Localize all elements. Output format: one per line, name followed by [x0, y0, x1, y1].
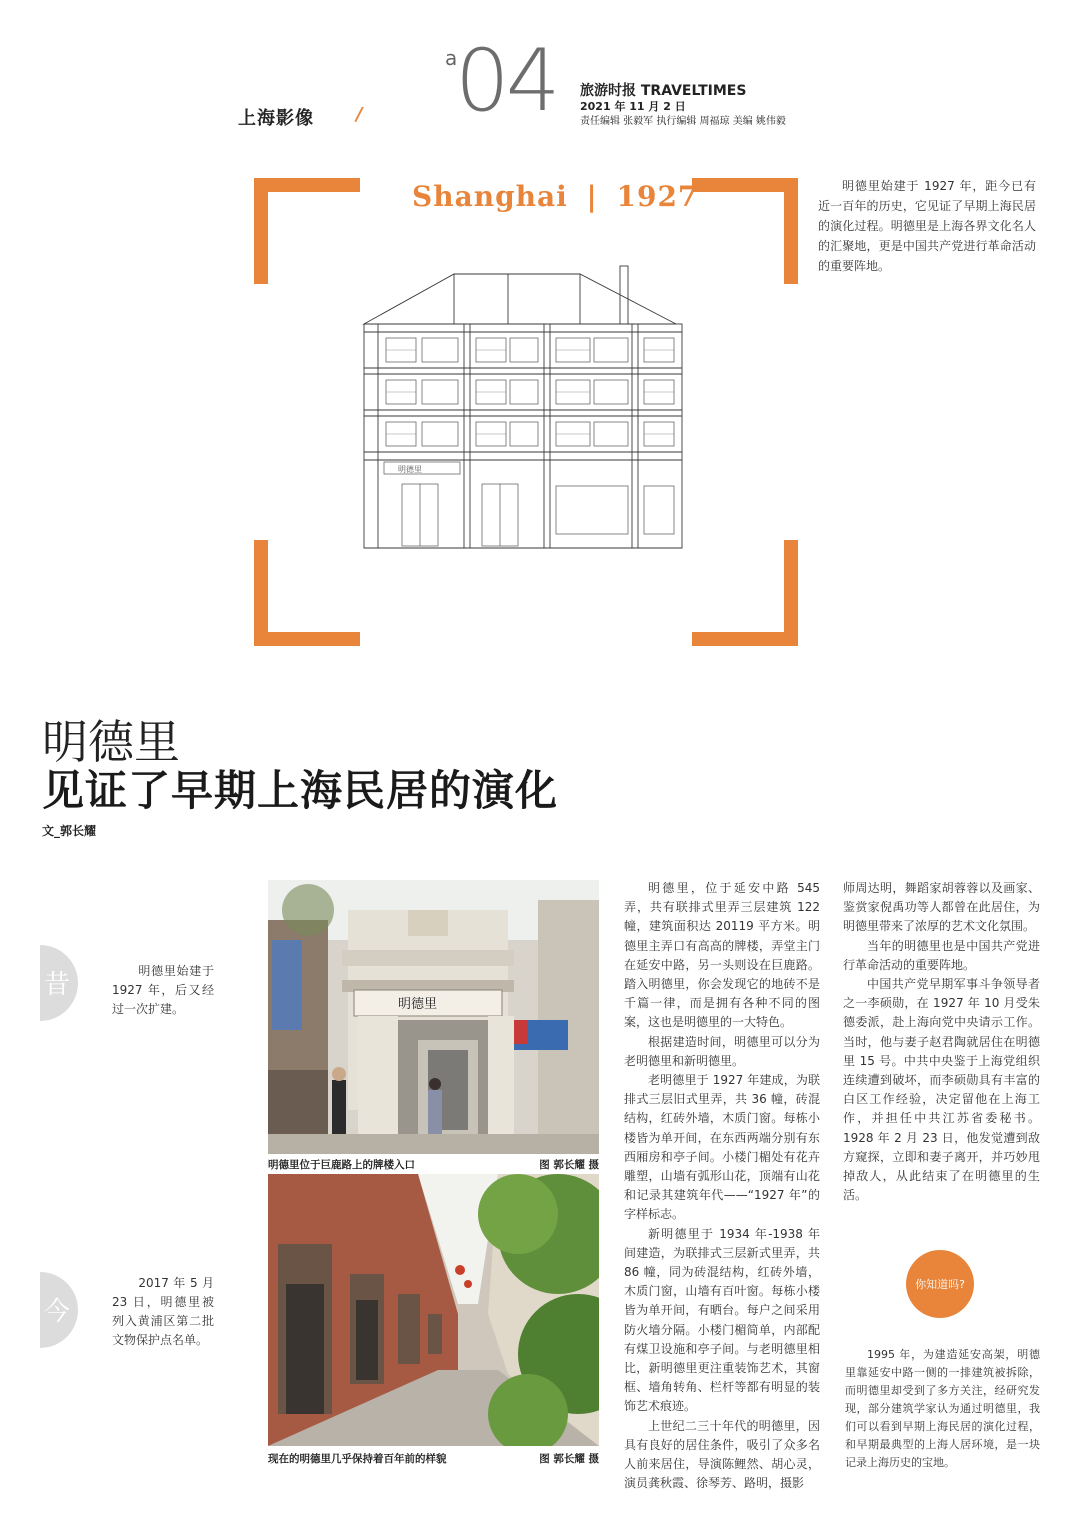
headline-line-2: 见证了早期上海民居的演化	[42, 766, 559, 815]
photo-credit-1: 图 郭长耀 摄	[539, 1159, 599, 1171]
body-column-2	[843, 879, 1040, 1205]
issue-date: 2021 年 11 月 2 日	[580, 100, 686, 113]
photo-credit-2: 图 郭长耀 摄	[539, 1453, 599, 1465]
then-char: 昔	[44, 970, 71, 1000]
headline-line-1: 明德里	[42, 715, 180, 769]
photo-arch-sign: 明德里	[398, 997, 438, 1012]
intro-paragraph: 明德里始建于 1927 年，距今已有近一百年的历史，它见证了早期上海民居的演化过程。明德里是上海各界文化名人的汇聚地，更是中国共产党进行革命活动的重要阵地。	[818, 179, 1036, 273]
newspaper-name-cn: 旅游时报	[580, 83, 636, 99]
hero-title	[412, 180, 698, 213]
bracket-top-right	[692, 178, 798, 284]
photo-entrance-archway	[268, 880, 599, 1154]
newspaper-name-en: TRAVELTIMES	[640, 83, 747, 99]
hero-title-sep: |	[586, 180, 598, 213]
then-half-circle	[40, 945, 116, 1021]
body-paragraph: 根据建造时间，明德里可以分为老明德里和新明德里。	[624, 1034, 820, 1068]
page-prefix: a	[445, 46, 458, 70]
body-column-1	[624, 879, 820, 1494]
section-label: 上海影像	[238, 108, 314, 129]
hero-title-left: Shanghai	[412, 180, 568, 213]
page-number: 04	[455, 31, 557, 131]
hero-title-right: 1927	[616, 180, 699, 213]
editors-line: 责任编辑 张毅军 执行编辑 周福琼 美编 姚伟毅	[580, 116, 786, 127]
photo-caption-2-text: 现在的明德里几乎保持着百年前的样貌	[268, 1453, 447, 1465]
now-char: 今	[44, 1297, 71, 1327]
photo-caption-1-text: 明德里位于巨鹿路上的牌楼入口	[268, 1159, 415, 1171]
byline: 文_郭长耀	[42, 824, 97, 838]
building-sketch	[358, 262, 686, 552]
body-paragraph: 老明德里于 1927 年建成，为联排式三层旧式里弄，共 36 幢，砖混结构，红砖外墙，木质门窗。每栋小楼皆为单开间，在东西两端分别有东西厢房和亭子间。小楼门楣处有花卉雕塑，山墙有弧形山花，顶端有山花和记录其建筑年代——“1927 年”的字样标志。	[624, 1073, 820, 1222]
did-you-know-text: 1995 年，为建造延安高架，明德里靠延安中路一侧的一排建筑被拆除，而明德里却受到了多方关注，经研究发现，部分建筑学家认为通过明德里，我们可以看到早期上海民居的演化过程，和早期最典型的上海人居环境，是一块记录上海历史的宝地。	[845, 1348, 1040, 1469]
body-paragraph: 当年的明德里也是中国共产党进行革命活动的重要阵地。	[843, 938, 1040, 972]
bracket-bottom-right	[692, 540, 798, 646]
body-paragraph: 明德里，位于延安中路 545 弄，共有联排式里弄三层建筑 122 幢，建筑面积达 20119 平方米。明德里主弄口有高高的牌楼，弄堂主门在延安中路，另一头则设在巨鹿路。踏入明德里，你会发现它的地砖不是千篇一律，而是拥有各种不同的图案，这也是明德里的一大特色。	[624, 881, 820, 1030]
section-slash: /	[356, 104, 363, 125]
body-paragraph: 中国共产党早期军事斗争领导者之一李硕勋，在 1927 年 10 月受朱德委派，赴上海向党中央请示工作。当时，他与妻子赵君陶就居住在明德里 15 号。中共中央鉴于上海党组织连续遭到破坏，而李硕勋具有丰富的白区工作经验，决定留他在上海工作，并担任中共江苏省委秘书。1928 年 2 月 23 日，他发觉遭到敌方窥探，立即和妻子离开，并巧妙甩掉敌人，从此结束了在明德里的生活。	[843, 977, 1040, 1203]
bracket-top-left	[254, 178, 360, 284]
sketch-sign: 明德里	[398, 465, 422, 474]
then-note: 明德里始建于 1927 年，后又经过一次扩建。	[112, 964, 214, 1016]
newspaper-name	[580, 80, 746, 100]
bracket-bottom-left	[254, 540, 360, 646]
body-paragraph: 新明德里于 1934 年-1938 年间建造，为联排式三层新式里弄，共 86 幢，同为砖混结构，红砖外墙，木质门窗，山墙有百叶窗。每栋小楼皆为单开间，有晒台。每户之间采用防火墙分隔。小楼门楣简单，内部配有煤卫设施和亭子间。与老明德里相比，新明德里更注重装饰艺术，其窗框、墙角转角、栏杆等都有明显的装饰艺术痕迹。	[624, 1226, 820, 1414]
body-paragraph: 上世纪二三十年代的明德里，因具有良好的居住条件，吸引了众多名人前来居住，导演陈鲤然、胡心灵，演员龚秋霞、徐琴芳、路明，摄影	[624, 1418, 820, 1491]
now-half-circle	[40, 1272, 116, 1348]
body-paragraph: 师周达明，舞蹈家胡蓉蓉以及画家、鉴赏家倪禹功等人都曾在此居住，为明德里带来了浓厚的艺术文化氛围。	[843, 881, 1040, 934]
photo-alley-today	[268, 1174, 599, 1446]
photo-caption-2	[268, 1451, 599, 1466]
now-note: 2017 年 5 月 23 日，明德里被列入黄浦区第二批文物保护点名单。	[112, 1276, 214, 1347]
photo-caption-1	[268, 1157, 599, 1172]
did-you-know-badge: 你知道吗?	[906, 1250, 974, 1318]
